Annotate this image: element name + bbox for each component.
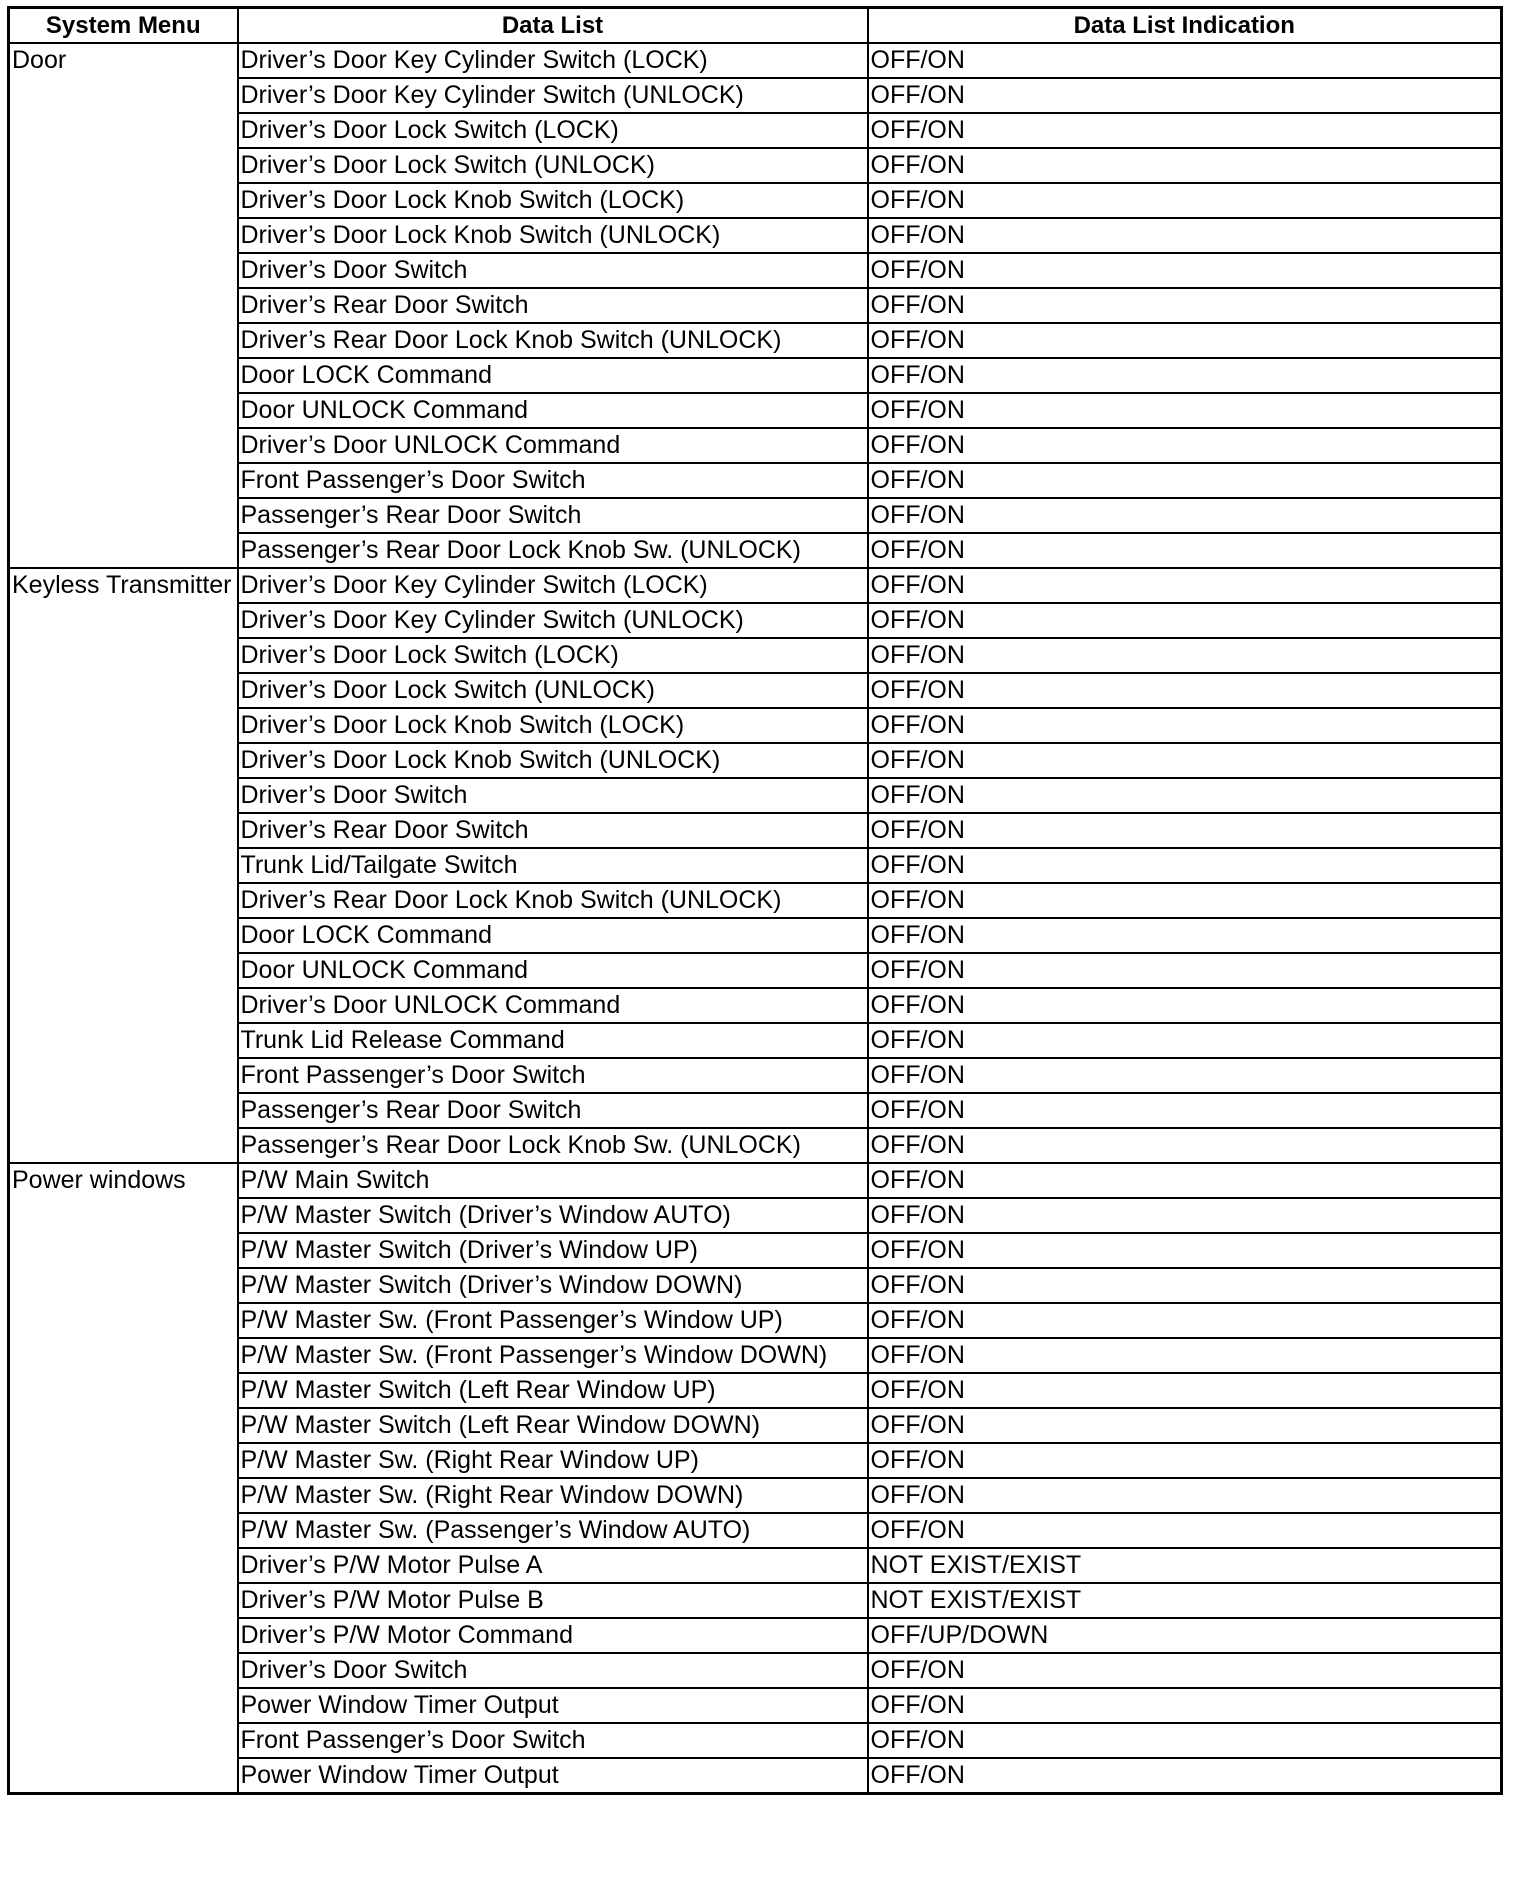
data-list-cell: Passenger’s Rear Door Lock Knob Sw. (UNLOCK)	[238, 533, 868, 568]
data-list-indication-cell: OFF/ON	[868, 148, 1502, 183]
data-list-indication-cell: OFF/ON	[868, 43, 1502, 78]
data-list-indication-cell: OFF/ON	[868, 1338, 1502, 1373]
table-row	[9, 1163, 1502, 1198]
data-list-indication-cell: NOT EXIST/EXIST	[868, 1583, 1502, 1618]
data-list-cell: Driver’s Door Lock Knob Switch (UNLOCK)	[238, 218, 868, 253]
data-list-indication-cell: OFF/ON	[868, 1058, 1502, 1093]
table-row	[9, 43, 1502, 78]
data-list-cell: Driver’s Door Lock Knob Switch (UNLOCK)	[238, 743, 868, 778]
data-list-indication-cell: NOT EXIST/EXIST	[868, 1548, 1502, 1583]
data-list-cell: P/W Master Switch (Driver’s Window AUTO)	[238, 1198, 868, 1233]
data-list-indication-cell: OFF/ON	[868, 1268, 1502, 1303]
data-list-indication-cell: OFF/ON	[868, 778, 1502, 813]
data-list-indication-cell: OFF/ON	[868, 463, 1502, 498]
data-list-cell: Front Passenger’s Door Switch	[238, 463, 868, 498]
data-list-indication-cell: OFF/ON	[868, 183, 1502, 218]
data-list-indication-cell: OFF/ON	[868, 1198, 1502, 1233]
data-list-indication-cell: OFF/ON	[868, 953, 1502, 988]
data-list-cell: P/W Master Sw. (Right Rear Window UP)	[238, 1443, 868, 1478]
header-data-list-indication: Data List Indication	[868, 8, 1502, 44]
data-list-cell: Trunk Lid Release Command	[238, 1023, 868, 1058]
data-list-cell: Passenger’s Rear Door Switch	[238, 498, 868, 533]
data-list-indication-cell: OFF/UP/DOWN	[868, 1618, 1502, 1653]
data-list-indication-cell: OFF/ON	[868, 708, 1502, 743]
data-list-cell: P/W Master Switch (Driver’s Window UP)	[238, 1233, 868, 1268]
data-list-cell: Driver’s Door Lock Knob Switch (LOCK)	[238, 708, 868, 743]
header-system-menu: System Menu	[9, 8, 238, 44]
data-list-indication-cell: OFF/ON	[868, 78, 1502, 113]
data-list-cell: Passenger’s Rear Door Switch	[238, 1093, 868, 1128]
data-list-cell: Front Passenger’s Door Switch	[238, 1723, 868, 1758]
data-list-indication-cell: OFF/ON	[868, 1408, 1502, 1443]
data-list-indication-cell: OFF/ON	[868, 428, 1502, 463]
data-list-cell: Driver’s Door Lock Switch (LOCK)	[238, 113, 868, 148]
data-list-indication-cell: OFF/ON	[868, 603, 1502, 638]
data-list-indication-cell: OFF/ON	[868, 358, 1502, 393]
data-list-cell: Door UNLOCK Command	[238, 953, 868, 988]
data-list-indication-cell: OFF/ON	[868, 1023, 1502, 1058]
data-list-cell: Driver’s Door Lock Knob Switch (LOCK)	[238, 183, 868, 218]
data-list-indication-cell: OFF/ON	[868, 1093, 1502, 1128]
data-list-indication-cell: OFF/ON	[868, 1513, 1502, 1548]
data-list-indication-cell: OFF/ON	[868, 1723, 1502, 1758]
data-list-indication-cell: OFF/ON	[868, 673, 1502, 708]
data-list-cell: Trunk Lid/Tailgate Switch	[238, 848, 868, 883]
data-list-cell: P/W Master Sw. (Front Passenger’s Window DOWN)	[238, 1338, 868, 1373]
system-menu-cell: Keyless Transmitter	[9, 568, 238, 1163]
data-list-indication-cell: OFF/ON	[868, 638, 1502, 673]
data-list-cell: Door UNLOCK Command	[238, 393, 868, 428]
data-list-cell: Driver’s Door Switch	[238, 1653, 868, 1688]
data-list-indication-cell: OFF/ON	[868, 568, 1502, 603]
data-list-cell: Driver’s P/W Motor Pulse B	[238, 1583, 868, 1618]
data-list-cell: Driver’s P/W Motor Pulse A	[238, 1548, 868, 1583]
data-list-cell: Door LOCK Command	[238, 358, 868, 393]
data-list-indication-cell: OFF/ON	[868, 988, 1502, 1023]
data-list-indication-cell: OFF/ON	[868, 1758, 1502, 1794]
data-list-cell: Driver’s Door Lock Switch (UNLOCK)	[238, 673, 868, 708]
data-list-indication-cell: OFF/ON	[868, 393, 1502, 428]
data-list-cell: Driver’s Door Switch	[238, 778, 868, 813]
data-list-cell: Driver’s Door Key Cylinder Switch (UNLOCK)	[238, 603, 868, 638]
data-list-indication-cell: OFF/ON	[868, 813, 1502, 848]
header-row	[9, 8, 1502, 44]
data-list-cell: Power Window Timer Output	[238, 1758, 868, 1794]
data-list-indication-cell: OFF/ON	[868, 1233, 1502, 1268]
data-list-cell: Driver’s Door Key Cylinder Switch (LOCK)	[238, 568, 868, 603]
data-list-indication-cell: OFF/ON	[868, 1443, 1502, 1478]
data-list-indication-cell: OFF/ON	[868, 218, 1502, 253]
data-list-indication-cell: OFF/ON	[868, 1128, 1502, 1163]
data-list-cell: Driver’s Door UNLOCK Command	[238, 988, 868, 1023]
data-list-cell: P/W Master Switch (Driver’s Window DOWN)	[238, 1268, 868, 1303]
data-list-cell: Driver’s Rear Door Switch	[238, 813, 868, 848]
data-list-table	[7, 6, 1503, 1795]
data-list-cell: P/W Master Switch (Left Rear Window DOWN)	[238, 1408, 868, 1443]
data-list-cell: Driver’s Door UNLOCK Command	[238, 428, 868, 463]
data-list-cell: Driver’s P/W Motor Command	[238, 1618, 868, 1653]
data-list-indication-cell: OFF/ON	[868, 1373, 1502, 1408]
data-list-cell: Passenger’s Rear Door Lock Knob Sw. (UNLOCK)	[238, 1128, 868, 1163]
header-data-list: Data List	[238, 8, 868, 44]
data-list-indication-cell: OFF/ON	[868, 323, 1502, 358]
table-row	[9, 568, 1502, 603]
data-list-cell: Driver’s Rear Door Lock Knob Switch (UNLOCK)	[238, 323, 868, 358]
system-menu-cell: Power windows	[9, 1163, 238, 1794]
data-list-cell: Driver’s Door Key Cylinder Switch (UNLOCK)	[238, 78, 868, 113]
data-list-indication-cell: OFF/ON	[868, 1653, 1502, 1688]
data-list-indication-cell: OFF/ON	[868, 253, 1502, 288]
system-menu-cell: Door	[9, 43, 238, 568]
data-list-indication-cell: OFF/ON	[868, 113, 1502, 148]
data-list-indication-cell: OFF/ON	[868, 498, 1502, 533]
data-list-cell: P/W Master Sw. (Front Passenger’s Window UP)	[238, 1303, 868, 1338]
data-list-indication-cell: OFF/ON	[868, 848, 1502, 883]
data-list-indication-cell: OFF/ON	[868, 1478, 1502, 1513]
data-list-cell: Front Passenger’s Door Switch	[238, 1058, 868, 1093]
data-list-cell: P/W Master Switch (Left Rear Window UP)	[238, 1373, 868, 1408]
data-list-cell: P/W Master Sw. (Right Rear Window DOWN)	[238, 1478, 868, 1513]
data-list-cell: Driver’s Rear Door Lock Knob Switch (UNLOCK)	[238, 883, 868, 918]
data-list-indication-cell: OFF/ON	[868, 288, 1502, 323]
table-body	[9, 43, 1502, 1794]
data-list-indication-cell: OFF/ON	[868, 533, 1502, 568]
data-list-indication-cell: OFF/ON	[868, 1163, 1502, 1198]
data-list-cell: P/W Master Sw. (Passenger’s Window AUTO)	[238, 1513, 868, 1548]
data-list-indication-cell: OFF/ON	[868, 1303, 1502, 1338]
data-list-cell: P/W Main Switch	[238, 1163, 868, 1198]
data-list-cell: Power Window Timer Output	[238, 1688, 868, 1723]
data-list-cell: Door LOCK Command	[238, 918, 868, 953]
data-list-indication-cell: OFF/ON	[868, 918, 1502, 953]
data-list-indication-cell: OFF/ON	[868, 743, 1502, 778]
data-list-cell: Driver’s Door Key Cylinder Switch (LOCK)	[238, 43, 868, 78]
data-list-cell: Driver’s Door Lock Switch (LOCK)	[238, 638, 868, 673]
data-list-indication-cell: OFF/ON	[868, 1688, 1502, 1723]
data-list-indication-cell: OFF/ON	[868, 883, 1502, 918]
data-list-cell: Driver’s Door Lock Switch (UNLOCK)	[238, 148, 868, 183]
data-list-cell: Driver’s Door Switch	[238, 253, 868, 288]
data-list-cell: Driver’s Rear Door Switch	[238, 288, 868, 323]
